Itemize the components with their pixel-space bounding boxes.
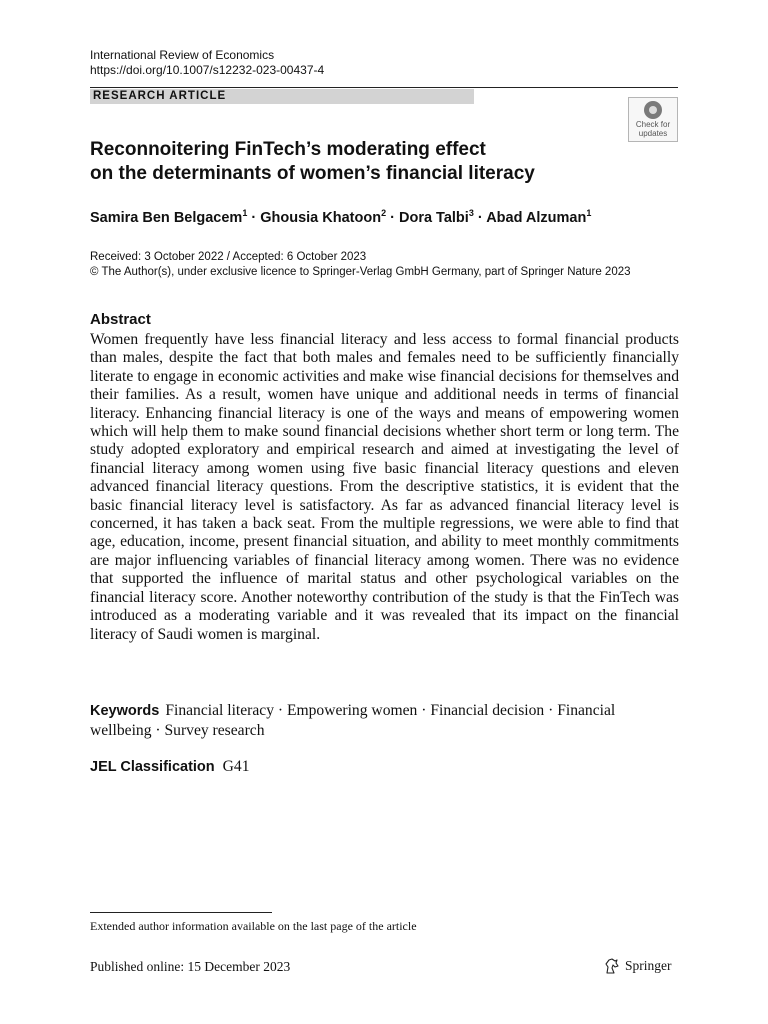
abstract-text: Women frequently have less financial literacy and less access to formal financial products than males, despite the fact that both males and females need to be sufficiently financially literate to engage in economic activities and make wise financial decisions for themselves and their families. As a result, women have unique and additional needs in terms of financial literacy. Enhancing financial literacy is one of the ways and means of empowering women which will help them to make sound financial decisions whether short term or long term. The study adopted exploratory and empirical research and aimed at investigating the level of financial literacy among women using five basic financial literacy questions and eleven advanced financial literacy questions. From the descriptive statistics, it is evident that the basic financial literacy level is satisfactory. As far as advanced financial literacy level is concerned, it has taken a back seat. From the multiple regressions, we were able to find that age, education, income, present financial situation, and ability to meet monthly commitments are major influencing variables of financial literacy among women. There was no evidence that supported the influence of marital status and other psychological variables on the financial literacy score. Another noteworthy contribution of the study is that the FinTech was introduced as a moderating variable and it was revealed that its impact on the financial literacy of Saudi women is marginal. <box>90 331 679 643</box>
author-name[interactable]: Samira Ben Belgacem <box>90 210 243 226</box>
author-affiliation: 1 <box>586 208 592 218</box>
published-online-date: Published online: 15 December 2023 <box>90 959 291 974</box>
author-affiliation: 1 <box>242 208 248 218</box>
copyright-line: © The Author(s), under exclusive licence to Springer-Verlag GmbH Germany, part of Springer Nature 2023 <box>90 266 631 278</box>
keywords-section <box>90 701 679 740</box>
springer-horse-icon <box>603 957 621 975</box>
journal-name: International Review of Economics <box>90 48 275 62</box>
journal-header <box>90 48 324 78</box>
author-name[interactable]: Dora Talbi <box>398 210 469 226</box>
author-separator: · <box>247 210 261 226</box>
check-updates-label-1: Check for <box>635 120 671 129</box>
title-line-1: Reconnoitering FinTech’s moderating effect <box>90 139 486 160</box>
jel-code: G41 <box>222 758 250 775</box>
author-list <box>90 208 591 226</box>
publisher-logo <box>603 957 672 975</box>
article-title <box>90 138 650 186</box>
publisher-name: Springer <box>625 958 672 973</box>
abstract-heading: Abstract <box>90 311 151 328</box>
crossmark-icon <box>644 101 662 119</box>
author-info-footnote: Extended author information available on the last page of the article <box>90 919 417 933</box>
header-rule <box>90 87 678 88</box>
author-separator: · <box>473 210 487 226</box>
jel-label: JEL Classification <box>90 759 215 775</box>
author-affiliation: 3 <box>468 208 474 218</box>
title-line-2: on the determinants of women’s financial literacy <box>90 163 535 184</box>
article-type-banner: RESEARCH ARTICLE <box>90 89 474 104</box>
footnote-rule <box>90 912 272 913</box>
author-affiliation: 2 <box>381 208 387 218</box>
check-for-updates-badge[interactable] <box>628 97 678 142</box>
author-separator: · <box>386 210 399 226</box>
keywords-label: Keywords <box>90 703 160 719</box>
received-accepted-dates: Received: 3 October 2022 / Accepted: 6 October 2023 <box>90 251 367 263</box>
jel-classification <box>90 757 250 777</box>
doi-link[interactable]: https://doi.org/10.1007/s12232-023-00437-4 <box>90 63 325 77</box>
keywords-text: Financial literacy · Empowering women · Financial decision · Financial wellbeing · Survey research <box>90 702 616 739</box>
author-name[interactable]: Abad Alzuman <box>486 210 587 226</box>
article-history <box>90 250 631 280</box>
check-updates-label-2: updates <box>638 129 668 138</box>
author-name[interactable]: Ghousia Khatoon <box>260 210 382 226</box>
